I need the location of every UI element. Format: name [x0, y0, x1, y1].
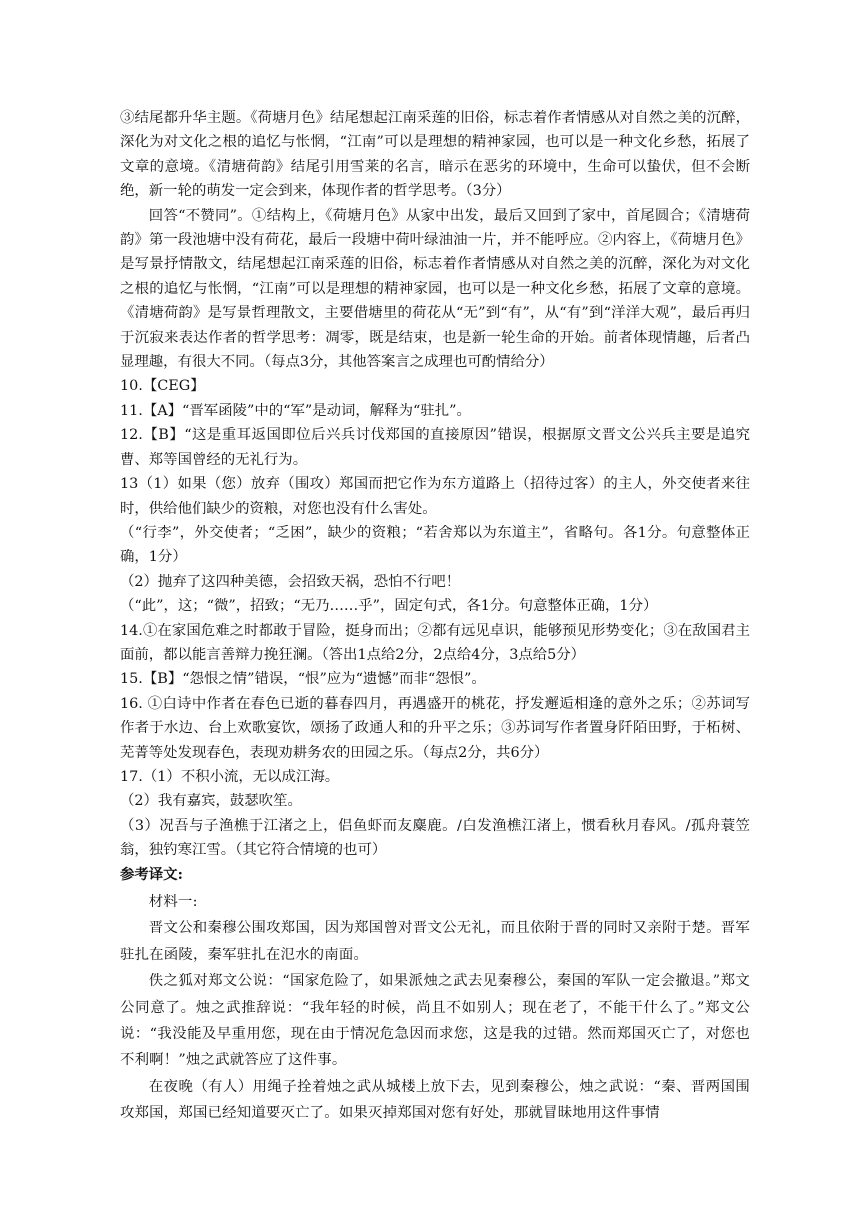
answer-15: 15.【B】“怨恨之情”错误，“恨”应为“遗憾”而非“怨恨”。 — [120, 671, 486, 688]
answer-10: 10.【CEG】 — [120, 378, 205, 395]
answer-disagree: 回答“不赞同”。①结构上，《荷塘月色》从家中出发，最后又回到了家中，首尾圆合；《清塘荷韵》第一段池塘中没有荷花，最后一段塘中荷叶绿油油一片，并不能呼应。②内容上，《荷塘月色》是写景抒情散文，结尾想起江南采莲的旧俗，标志着作者情感从对自然之美的沉醉，深化为对文化之根的追忆与怅惘，“江南”可以是理想的精神家园，也可以是一种文化乡愁，拓展了文章的意境。《清塘荷韵》是写景哲理散文，主要借塘里的荷花从“无”到“有”，从“有”到“洋洋大观”，最后再归于沉寂来表达作者的哲学思考：凋零，既是结束，也是新一轮生命的开始。前者体现情趣，后者凸显理趣，有很大不同。（每点3分，其他答案言之成理也可酌情给分） — [120, 207, 750, 371]
translation-paragraph-1: 晋文公和秦穆公围攻郑国，因为郑国曾对晋文公无礼，而且依附于晋的同时又亲附于楚。晋军驻扎在函陵，秦军驻扎在氾水的南面。 — [120, 920, 750, 963]
answer-point-3: ③结尾都升华主题。《荷塘月色》结尾想起江南采莲的旧俗，标志着作者情感从对自然之美的沉醉，深化为对文化之根的追忆与怅惘，“江南”可以是理想的精神家园，也可以是一种文化乡愁，拓展了文章的意境。《清塘荷韵》结尾引用雪莱的名言，暗示在恶劣的环境中，生命可以蛰伏，但不会断绝，新一轮的萌发一定会到来，体现作者的哲学思考。（3分） — [120, 110, 750, 200]
translation-heading: 参考译文: — [120, 865, 183, 883]
answer-17-1: 17.（1）不积小流，无以成江海。 — [120, 768, 340, 785]
answer-13-2-scoring: （“此”，这；“微”，招致；“无乃……乎”，固定句式，各1分。句意整体正确，1分） — [120, 598, 658, 615]
answer-17-3: （3）况吾与子渔樵于江渚之上，侣鱼虾而友麋鹿。/白发渔樵江渚上，惯看秋月春风。/孤舟蓑笠翁，独钓寒江雪。（其它符合情境的也可） — [120, 817, 750, 859]
answer-17-2: （2）我有嘉宾，鼓瑟吹笙。 — [120, 793, 302, 810]
answer-13-1: 13（1）如果（您）放弃（围攻）郑国而把它作为东方道路上（招待过客）的主人，外交使者来往时，供给他们缺少的资粮，对您也没有什么害处。 — [120, 476, 750, 517]
answer-14: 14.①在家国危难之时都敢于冒险，挺身而出；②都有远见卓识，能够预见形势变化；③在敌国君主面前，都以能言善辩力挽狂澜。（答出1点给2分，2点给4分，3点给5分） — [120, 622, 750, 663]
answer-16: 16. ①白诗中作者在春色已逝的暮春四月，再遇盛开的桃花，抒发邂逅相逢的意外之乐；②苏词写作者于水边、台上欢歌宴饮，颂扬了政通人和的升平之乐；③苏词写作者置身阡陌田野，于柘树、芜菁等处发现春色，表现劝耕务农的田园之乐。（每点2分，共6分） — [120, 695, 750, 761]
translation-paragraph-2: 佚之狐对郑文公说：“国家危险了，如果派烛之武去见秦穆公，秦国的军队一定会撤退。”郑文公同意了。烛之武推辞说：“我年轻的时候，尚且不如别人；现在老了，不能干什么了。”郑文公说：“我没能及早重用您，现在由于情况危急因而求您，这是我的过错。然而郑国灭亡了，对您也不利啊！”烛之武就答应了这件事。 — [120, 973, 750, 1069]
answer-13-1-scoring: （“行李”，外交使者；“乏困”，缺少的资粮；“若舍郑以为东道主”，省略句。各1分。句意整体正确，1分） — [120, 524, 750, 566]
material-label: 材料一: — [148, 894, 198, 910]
translation-paragraph-3: 在夜晚（有人）用绳子拴着烛之武从城楼上放下去，见到秦穆公，烛之武说：“秦、晋两国围攻郑国，郑国已经知道要灭亡了。如果灭掉郑国对您有好处，那就冒昧地用这件事情 — [120, 1078, 750, 1122]
answer-13-2: （2）抛弃了这四种美德，会招致天祸，恐怕不行吧！ — [120, 573, 461, 590]
answer-11: 11.【A】“晋军函陵”中的“军”是动词，解释为“驻扎”。 — [120, 402, 471, 419]
document-body — [120, 106, 750, 1127]
answer-12: 12.【B】“这是重耳返国即位后兴兵讨伐郑国的直接原因”错误，根据原文晋文公兴兵主要是追究曹、郑等国曾经的无礼行为。 — [120, 427, 750, 468]
